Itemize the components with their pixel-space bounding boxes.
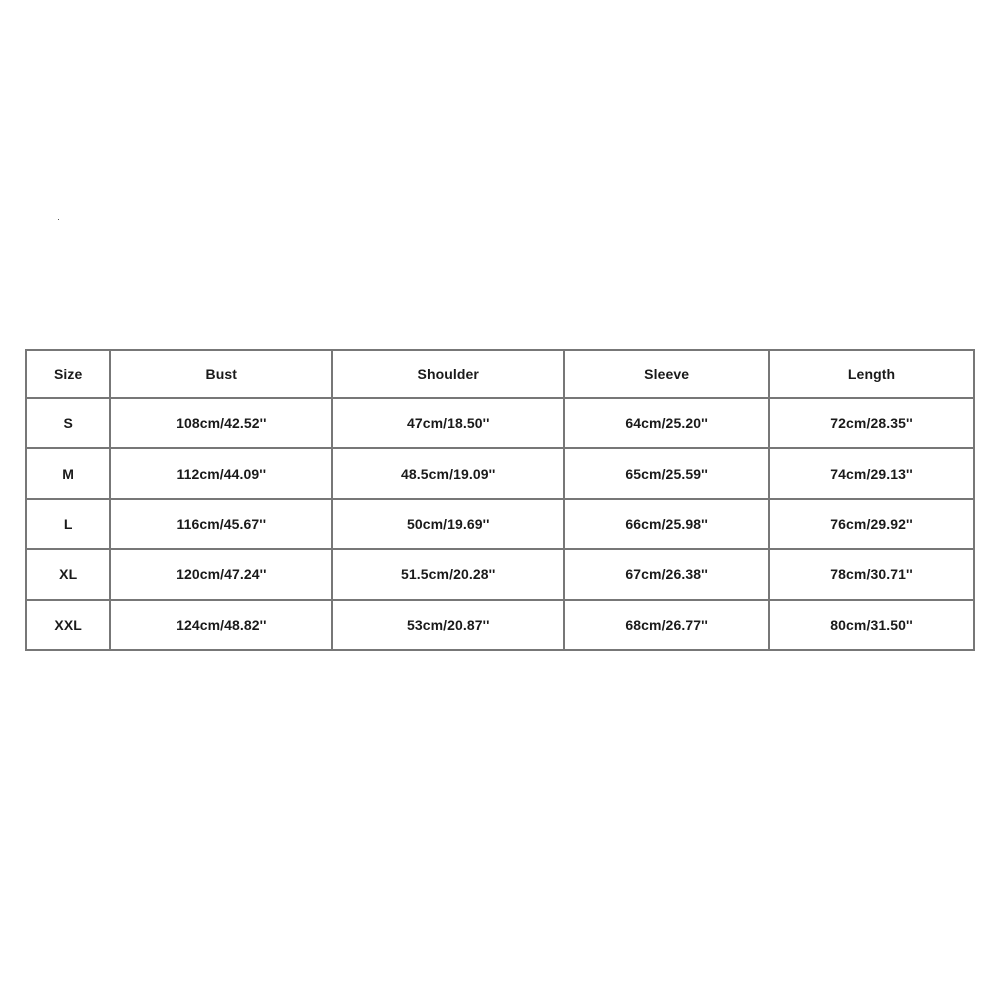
cell-sleeve: 65cm/25.59'' xyxy=(564,448,769,498)
cell-length: 74cm/29.13'' xyxy=(769,448,974,498)
cell-bust: 108cm/42.52'' xyxy=(110,398,332,448)
header-size: Size xyxy=(26,350,110,398)
cell-size: XXL xyxy=(26,600,110,650)
table-row xyxy=(26,448,974,498)
cell-size: S xyxy=(26,398,110,448)
cell-shoulder: 51.5cm/20.28'' xyxy=(332,549,564,599)
cell-shoulder: 53cm/20.87'' xyxy=(332,600,564,650)
table-row xyxy=(26,499,974,549)
cell-length: 80cm/31.50'' xyxy=(769,600,974,650)
cell-shoulder: 50cm/19.69'' xyxy=(332,499,564,549)
size-chart-table xyxy=(25,349,975,651)
cell-bust: 120cm/47.24'' xyxy=(110,549,332,599)
cell-bust: 124cm/48.82'' xyxy=(110,600,332,650)
cell-bust: 116cm/45.67'' xyxy=(110,499,332,549)
cell-length: 72cm/28.35'' xyxy=(769,398,974,448)
cell-size: XL xyxy=(26,549,110,599)
cell-bust: 112cm/44.09'' xyxy=(110,448,332,498)
table-row xyxy=(26,600,974,650)
cell-size: L xyxy=(26,499,110,549)
cell-length: 78cm/30.71'' xyxy=(769,549,974,599)
cell-sleeve: 68cm/26.77'' xyxy=(564,600,769,650)
cell-sleeve: 64cm/25.20'' xyxy=(564,398,769,448)
header-bust: Bust xyxy=(110,350,332,398)
table-row xyxy=(26,549,974,599)
table-row xyxy=(26,398,974,448)
header-length: Length xyxy=(769,350,974,398)
cell-sleeve: 67cm/26.38'' xyxy=(564,549,769,599)
stray-dot xyxy=(58,219,59,220)
header-shoulder: Shoulder xyxy=(332,350,564,398)
cell-length: 76cm/29.92'' xyxy=(769,499,974,549)
cell-shoulder: 48.5cm/19.09'' xyxy=(332,448,564,498)
cell-shoulder: 47cm/18.50'' xyxy=(332,398,564,448)
cell-size: M xyxy=(26,448,110,498)
cell-sleeve: 66cm/25.98'' xyxy=(564,499,769,549)
header-row xyxy=(26,350,974,398)
header-sleeve: Sleeve xyxy=(564,350,769,398)
